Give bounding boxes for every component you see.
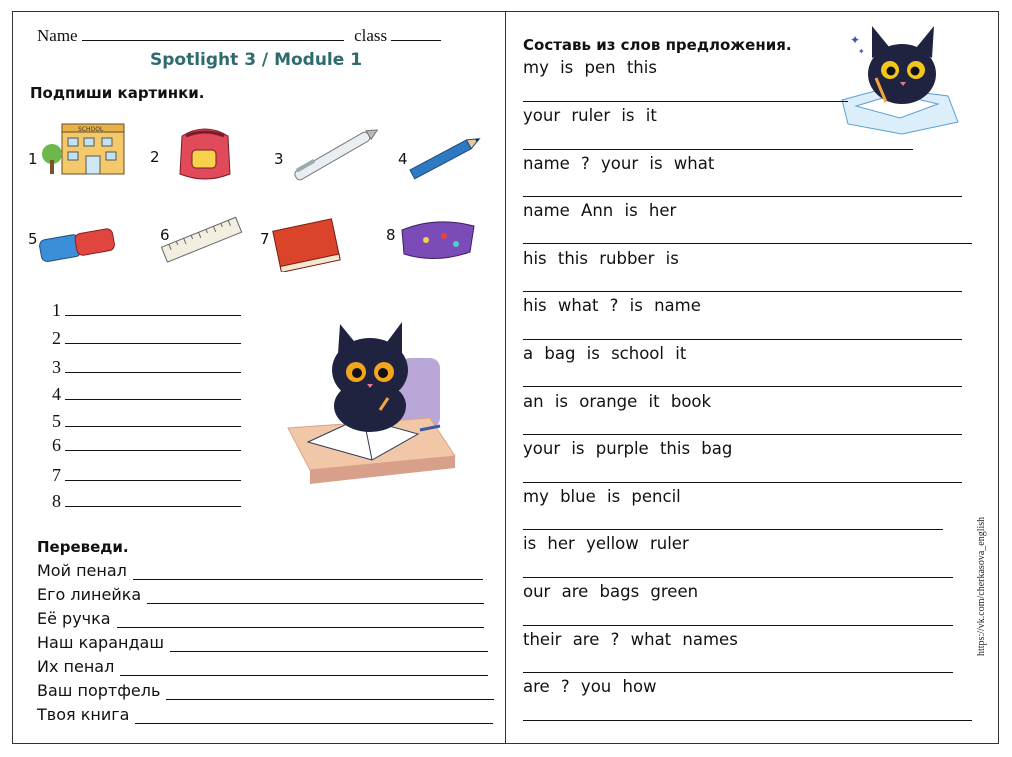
cat-reading-illustration	[836, 22, 966, 140]
picture-number: 4	[398, 150, 408, 168]
answer-line[interactable]	[523, 196, 962, 197]
task-label-pictures: Подпиши картинки.	[30, 84, 205, 102]
scrambled-sentence: my is pen this	[523, 58, 657, 77]
picture-number: 7	[260, 230, 270, 248]
translate-row	[37, 681, 494, 700]
task-label-translate: Переведи.	[37, 538, 129, 556]
scrambled-sentence: name ? your is what	[523, 154, 715, 173]
blank-number: 4	[52, 384, 61, 404]
picture-number: 1	[28, 150, 38, 168]
answer-line[interactable]	[65, 327, 241, 344]
class-line[interactable]	[391, 26, 441, 41]
translate-phrase: Их пенал	[37, 657, 115, 676]
answer-line[interactable]	[523, 720, 972, 721]
blank-row	[52, 434, 241, 456]
translate-phrase: Её ручка	[37, 609, 111, 628]
translate-phrase: Мой пенал	[37, 561, 127, 580]
answer-line[interactable]	[166, 685, 494, 700]
column-divider	[505, 11, 506, 744]
scrambled-sentence: are ? you how	[523, 677, 657, 696]
answer-line[interactable]	[523, 482, 962, 483]
blank-number: 6	[52, 435, 61, 455]
answer-line[interactable]	[65, 490, 241, 507]
answer-line[interactable]	[523, 625, 953, 626]
name-label: Name	[37, 26, 78, 45]
credit-text-svg	[964, 500, 994, 660]
name-class-header	[37, 26, 441, 46]
scrambled-sentence: his what ? is name	[523, 296, 701, 315]
picture-number: 2	[150, 148, 160, 166]
class-label: class	[354, 26, 388, 45]
scrambled-sentence: an is orange it book	[523, 392, 712, 411]
answer-line[interactable]	[523, 243, 972, 244]
svg-text:✦: ✦	[850, 33, 861, 47]
scrambled-sentence: his this rubber is	[523, 249, 679, 268]
blank-number: 8	[52, 491, 61, 511]
answer-line[interactable]	[523, 434, 962, 435]
translate-row	[37, 585, 484, 604]
credit-text: https://vk.com/cherkasova_english	[976, 516, 987, 656]
blank-number: 7	[52, 465, 61, 485]
translate-row	[37, 561, 483, 580]
picture-number: 6	[160, 226, 170, 244]
scrambled-sentence: their are ? what names	[523, 630, 738, 649]
translate-row	[37, 657, 488, 676]
picture-number: 8	[386, 226, 396, 244]
rubber-icon	[36, 222, 120, 268]
answer-line[interactable]	[65, 299, 241, 316]
translate-row	[37, 609, 484, 628]
answer-line[interactable]	[135, 709, 493, 724]
answer-line[interactable]	[117, 613, 484, 628]
name-line[interactable]	[82, 26, 344, 41]
backpack-icon	[170, 122, 240, 184]
answer-line[interactable]	[523, 529, 943, 530]
svg-text:✦: ✦	[858, 47, 865, 56]
translate-phrase: Его линейка	[37, 585, 142, 604]
blank-row	[52, 490, 241, 512]
blank-row	[52, 327, 241, 349]
scrambled-sentence: name Ann is her	[523, 201, 677, 220]
answer-line[interactable]	[147, 589, 484, 604]
scrambled-sentence: my blue is pencil	[523, 487, 681, 506]
blank-number: 2	[52, 328, 61, 348]
pencil-icon	[404, 128, 486, 186]
credit-vertical	[964, 500, 994, 660]
answer-line[interactable]	[65, 356, 241, 373]
scrambled-sentence: is her yellow ruler	[523, 534, 689, 553]
pen-icon	[284, 124, 384, 186]
book-icon	[270, 214, 348, 272]
svg-text:SCHOOL: SCHOOL	[78, 126, 104, 133]
answer-line[interactable]	[120, 661, 488, 676]
scrambled-sentence: a bag is school it	[523, 344, 687, 363]
blank-row	[52, 464, 241, 486]
answer-line[interactable]	[65, 464, 241, 481]
module-title: Spotlight 3 / Module 1	[150, 50, 363, 70]
blank-number: 3	[52, 357, 61, 377]
picture-number: 5	[28, 230, 38, 248]
answer-line[interactable]	[523, 386, 962, 387]
translate-row	[37, 633, 488, 652]
blank-row	[52, 410, 241, 432]
answer-line[interactable]	[523, 672, 953, 673]
answer-line[interactable]	[170, 637, 488, 652]
blank-row	[52, 356, 241, 378]
answer-line[interactable]	[523, 577, 953, 578]
blank-row	[52, 299, 241, 321]
scrambled-sentence: our are bags green	[523, 582, 699, 601]
answer-line[interactable]	[523, 101, 848, 102]
answer-line[interactable]	[523, 149, 913, 150]
answer-line[interactable]	[65, 434, 241, 451]
cat-writing-illustration	[280, 318, 465, 486]
answer-line[interactable]	[523, 339, 962, 340]
answer-line[interactable]	[133, 565, 483, 580]
task-label-sentences: Составь из слов предложения.	[523, 36, 792, 54]
translate-phrase: Наш карандаш	[37, 633, 164, 652]
blank-number: 5	[52, 411, 61, 431]
scrambled-sentence: your is purple this bag	[523, 439, 733, 458]
translate-phrase: Ваш портфель	[37, 681, 161, 700]
translate-phrase: Твоя книга	[37, 705, 130, 724]
scrambled-sentence: your ruler is it	[523, 106, 657, 125]
blank-row	[52, 383, 241, 405]
translate-row	[37, 705, 493, 724]
school-building-icon	[40, 122, 132, 178]
picture-number: 3	[274, 150, 284, 168]
answer-line[interactable]	[65, 410, 241, 427]
pencil-case-icon	[396, 212, 478, 264]
blank-number: 1	[52, 300, 61, 320]
ruler-icon	[158, 212, 244, 270]
answer-line[interactable]	[523, 291, 962, 292]
answer-line[interactable]	[65, 383, 241, 400]
